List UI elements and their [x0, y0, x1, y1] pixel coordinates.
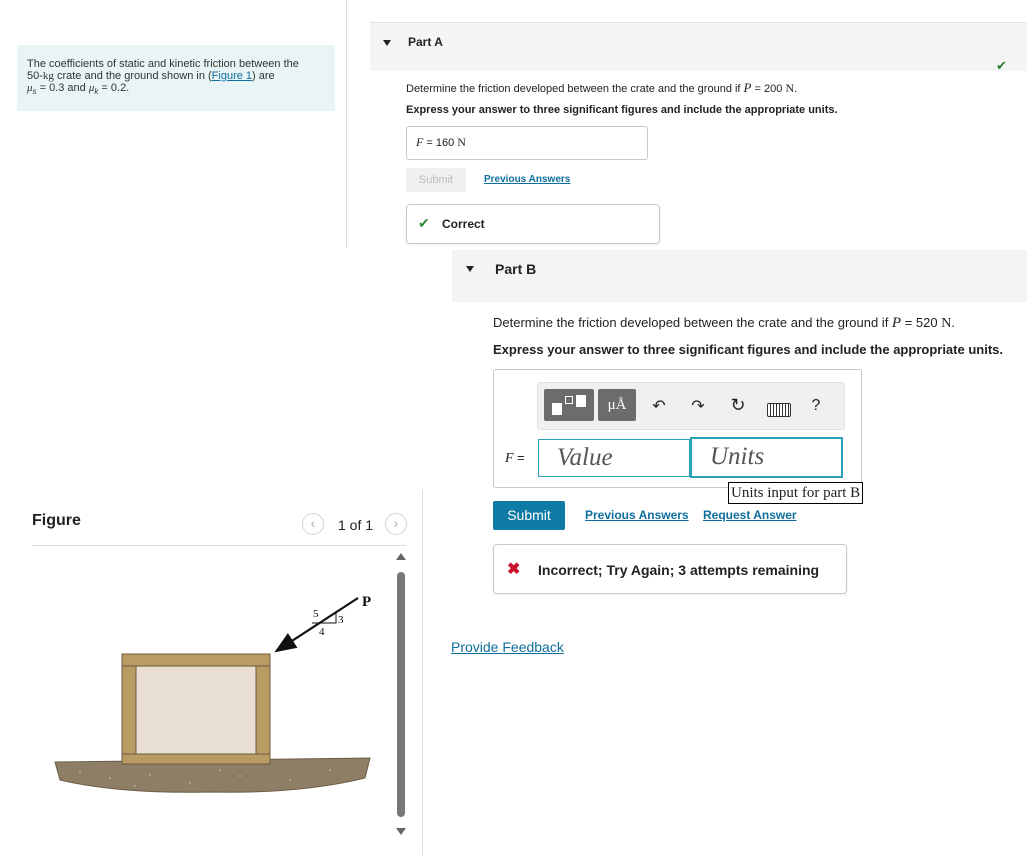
provide-feedback-link[interactable]: Provide Feedback — [451, 639, 564, 655]
reset-icon[interactable]: ↻ — [730, 395, 746, 415]
crate — [122, 654, 270, 764]
panel-divider — [346, 0, 347, 248]
problem-line-1: The coefficients of static and kinetic friction between the — [27, 58, 299, 70]
units-symbol-button[interactable] — [598, 389, 636, 421]
redo-icon[interactable]: ↷ — [691, 398, 705, 415]
part-a-header[interactable] — [370, 22, 1027, 71]
templates-button[interactable] — [544, 389, 594, 421]
part-a-submit-button[interactable]: Submit — [406, 168, 466, 192]
part-a-instruction: Express your answer to three significant figures and include the appropriate units. — [406, 104, 838, 116]
slope-label-5: 5 — [313, 608, 319, 620]
caret-down-icon[interactable] — [466, 266, 474, 272]
chevron-right-icon: › — [393, 515, 399, 531]
part-b-title: Part B — [495, 261, 537, 277]
chevron-left-icon: ‹ — [310, 515, 316, 531]
part-b-question: Determine the friction developed between the crate and the ground if P = 520 N. — [493, 315, 955, 331]
problem-statement — [17, 45, 335, 111]
part-a-title: Part A — [408, 35, 443, 49]
help-icon[interactable]: ? — [811, 397, 821, 414]
problem-line-3: $\mu_s = 0.3$ and $\mu_k = 0.2$. — [27, 82, 130, 97]
figure-scrollbar-thumb[interactable] — [397, 572, 405, 817]
keyboard-icon[interactable] — [767, 403, 791, 417]
caret-down-icon[interactable] — [383, 40, 391, 46]
figure-pager-text: 1 of 1 — [338, 517, 374, 533]
part-b-submit-button[interactable]: Submit — [493, 501, 565, 530]
figure-header-divider — [32, 545, 406, 546]
mu-angstrom-icon: μÅ — [607, 397, 627, 413]
part-a-question: Determine the friction developed between the crate and the ground if P = 200 N. — [406, 80, 798, 95]
undo-icon[interactable]: ↶ — [652, 398, 666, 415]
units-input-tooltip: Units input for part B — [728, 482, 863, 504]
value-input[interactable]: Value — [538, 439, 690, 477]
slope-label-3: 3 — [338, 614, 344, 626]
figure-1-link[interactable]: Figure 1 — [211, 70, 253, 82]
part-b-header[interactable] — [452, 250, 1027, 302]
crate-figure — [40, 580, 380, 810]
part-b-feedback-text: Incorrect; Try Again; 3 attempts remaining — [538, 562, 820, 578]
part-b-instruction: Express your answer to three significant figures and include the appropriate units. — [493, 342, 1003, 357]
request-answer-link[interactable]: Request Answer — [703, 508, 797, 522]
figure-next-button[interactable] — [385, 513, 407, 535]
check-icon: ✔ — [418, 215, 430, 231]
part-b-answer-label: F = — [505, 450, 525, 466]
scroll-down-arrow-icon[interactable] — [396, 828, 406, 835]
part-a-feedback-text: Correct — [442, 217, 485, 231]
figure-prev-button[interactable] — [302, 513, 324, 535]
slope-label-4: 4 — [319, 626, 325, 638]
part-b-previous-answers-link[interactable]: Previous Answers — [585, 508, 689, 522]
figure-divider — [422, 490, 423, 855]
force-arrow — [278, 598, 358, 650]
part-a-answer: F = 160 N — [416, 135, 466, 149]
problem-line-2: 50-kg crate and the ground shown in (Figure 1) are — [27, 70, 275, 82]
force-label: P — [362, 594, 372, 610]
x-mark-icon: ✖ — [507, 561, 521, 578]
check-icon: ✔ — [996, 58, 1007, 73]
units-input[interactable]: Units — [690, 437, 843, 478]
scroll-up-arrow-icon[interactable] — [396, 553, 406, 560]
templates-icon — [549, 393, 589, 417]
part-a-previous-answers-link[interactable]: Previous Answers — [484, 174, 571, 185]
figure-title: Figure — [32, 512, 81, 529]
